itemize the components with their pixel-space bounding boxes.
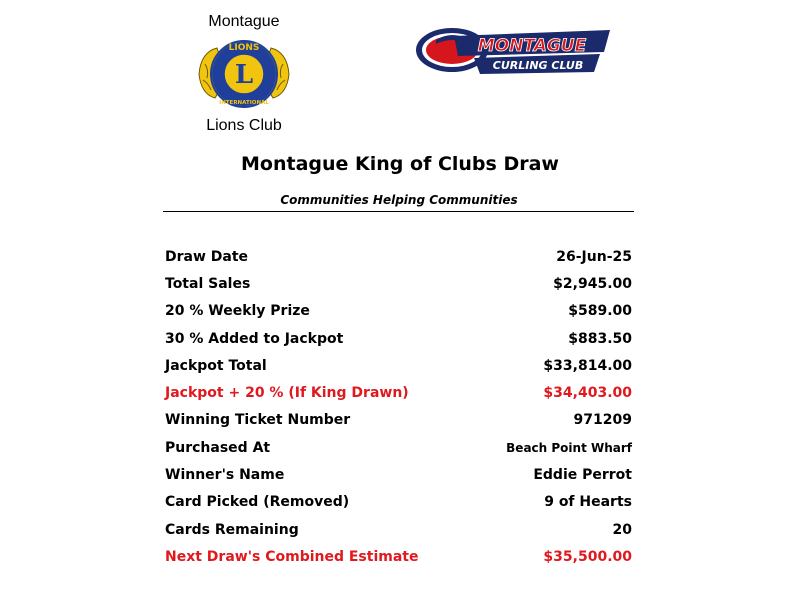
divider [163,211,634,212]
row-value: Beach Point Wharf [506,440,632,455]
row-value: $33,814.00 [543,357,632,374]
curling-club-logo [414,24,614,84]
row-value: $589.00 [568,303,632,320]
row-value: $2,945.00 [553,275,632,292]
row-label: Next Draw's Combined Estimate [165,548,419,565]
row-total-sales [165,270,632,297]
draw-results-table [165,243,632,571]
row-card-picked [165,489,632,516]
row-value: 971209 [573,412,632,429]
row-weekly-prize [165,298,632,325]
page-subtitle: Communities Helping Communities [280,193,518,207]
curling-stone-icon [414,24,614,80]
row-label: Winner's Name [165,467,285,484]
row-next-draw-estimate [165,543,632,570]
row-jackpot-plus-king [165,379,632,406]
row-label: Jackpot + 20 % (If King Drawn) [165,385,409,402]
row-value: $883.50 [568,330,632,347]
row-value: Eddie Perrot [533,467,632,484]
row-label: 30 % Added to Jackpot [165,330,344,347]
row-label: 20 % Weekly Prize [165,303,310,320]
lions-club-logo [188,12,300,136]
row-label: Draw Date [165,248,249,265]
row-winner-name [165,461,632,488]
row-value: 9 of Hearts [544,494,632,511]
lions-club-name-top: Montague [208,13,280,30]
row-cards-remaining [165,516,632,543]
page-title: Montague King of Clubs Draw [241,153,559,175]
row-label: Winning Ticket Number [165,412,351,429]
row-label: Total Sales [165,275,251,292]
row-jackpot-total [165,352,632,379]
row-purchased-at [165,434,632,461]
row-label: Jackpot Total [165,357,267,374]
curling-club-line1: MONTAGUE [477,36,587,56]
curling-club-line2: CURLING CLUB [492,59,584,72]
row-label: Card Picked (Removed) [165,494,350,511]
row-added-to-jackpot [165,325,632,352]
lions-club-name-bottom: Lions Club [206,117,282,134]
row-draw-date [165,243,632,270]
row-label: Cards Remaining [165,521,299,538]
row-winning-ticket [165,407,632,434]
lions-logo-letter: L [234,60,254,90]
row-label: Purchased At [165,439,271,456]
row-value: $34,403.00 [543,385,632,402]
lions-emblem-icon [197,34,291,114]
row-value: 26-Jun-25 [556,248,632,265]
lions-logo-text-top: LIONS [228,43,260,53]
row-value: $35,500.00 [543,548,632,565]
row-value: 20 [612,521,632,538]
lions-logo-text-bottom: INTERNATIONAL [219,100,269,106]
